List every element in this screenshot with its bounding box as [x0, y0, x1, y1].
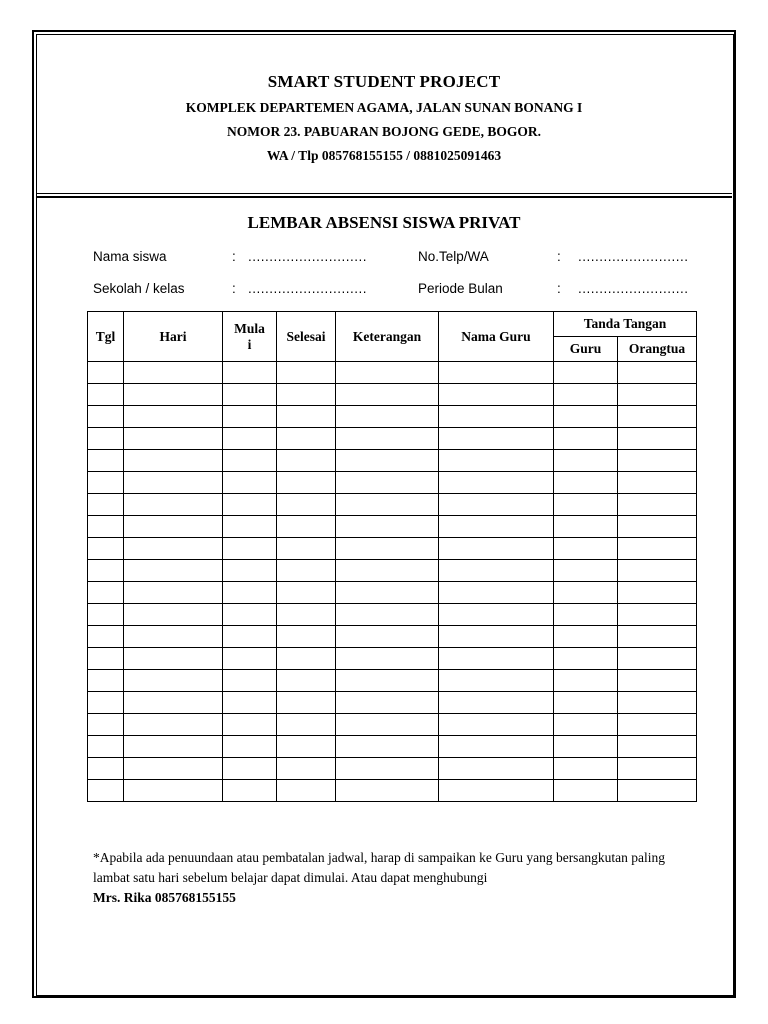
cell-hari[interactable] — [124, 780, 223, 802]
cell-nama-guru[interactable] — [439, 692, 554, 714]
cell-tgl[interactable] — [88, 736, 124, 758]
cell-hari[interactable] — [124, 516, 223, 538]
table-row — [88, 406, 697, 428]
cell-ttd-orangtua[interactable] — [618, 450, 697, 472]
table-row — [88, 428, 697, 450]
cell-selesai[interactable] — [277, 428, 336, 450]
cell-ttd-orangtua[interactable] — [618, 362, 697, 384]
cell-ttd-guru[interactable] — [554, 780, 618, 802]
cell-selesai[interactable] — [277, 670, 336, 692]
cell-hari[interactable] — [124, 736, 223, 758]
cell-ttd-guru[interactable] — [554, 450, 618, 472]
student-name-label: Nama siswa — [93, 249, 167, 264]
cell-hari[interactable] — [124, 494, 223, 516]
cell-hari[interactable] — [124, 450, 223, 472]
cell-nama-guru[interactable] — [439, 538, 554, 560]
cell-ttd-orangtua[interactable] — [618, 714, 697, 736]
cell-keterangan[interactable] — [336, 648, 439, 670]
header-tgl: Tgl — [88, 312, 124, 362]
address-line-1: KOMPLEK DEPARTEMEN AGAMA, JALAN SUNAN BONANG I — [185, 100, 583, 115]
student-name-colon: : — [232, 249, 236, 264]
cell-keterangan[interactable] — [336, 406, 439, 428]
cell-tgl[interactable] — [88, 670, 124, 692]
cell-keterangan[interactable] — [336, 472, 439, 494]
cell-tgl[interactable] — [88, 560, 124, 582]
cell-ttd-orangtua[interactable] — [618, 472, 697, 494]
cell-nama-guru[interactable] — [439, 626, 554, 648]
cell-keterangan[interactable] — [336, 428, 439, 450]
cell-nama-guru[interactable] — [439, 714, 554, 736]
cell-selesai[interactable] — [277, 780, 336, 802]
table-row — [88, 780, 697, 802]
cell-selesai[interactable] — [277, 604, 336, 626]
table-row — [88, 516, 697, 538]
cell-keterangan[interactable] — [336, 626, 439, 648]
cell-selesai[interactable] — [277, 516, 336, 538]
header-nama-guru: Nama Guru — [439, 312, 554, 362]
student-name-field[interactable]: ............................ — [248, 249, 368, 264]
table-row — [88, 384, 697, 406]
cell-keterangan[interactable] — [336, 450, 439, 472]
cell-mulai[interactable] — [223, 692, 277, 714]
cell-mulai[interactable] — [223, 516, 277, 538]
cell-keterangan[interactable] — [336, 384, 439, 406]
cell-hari[interactable] — [124, 538, 223, 560]
cell-ttd-orangtua[interactable] — [618, 516, 697, 538]
cell-ttd-guru[interactable] — [554, 626, 618, 648]
cell-tgl[interactable] — [88, 780, 124, 802]
cell-keterangan[interactable] — [336, 604, 439, 626]
cell-keterangan[interactable] — [336, 670, 439, 692]
period-field[interactable]: .......................... — [578, 281, 689, 296]
cell-ttd-orangtua[interactable] — [618, 758, 697, 780]
cell-ttd-guru[interactable] — [554, 582, 618, 604]
header-orangtua: Orangtua — [618, 337, 697, 362]
cell-mulai[interactable] — [223, 648, 277, 670]
cell-ttd-guru[interactable] — [554, 604, 618, 626]
table-row — [88, 450, 697, 472]
table-row — [88, 714, 697, 736]
cell-nama-guru[interactable] — [439, 384, 554, 406]
cell-ttd-guru[interactable] — [554, 406, 618, 428]
cell-ttd-guru[interactable] — [554, 736, 618, 758]
cell-keterangan[interactable] — [336, 560, 439, 582]
table-row — [88, 648, 697, 670]
cell-tgl[interactable] — [88, 692, 124, 714]
cell-nama-guru[interactable] — [439, 472, 554, 494]
cell-hari[interactable] — [124, 626, 223, 648]
cell-nama-guru[interactable] — [439, 648, 554, 670]
cell-ttd-guru[interactable] — [554, 538, 618, 560]
letterhead — [36, 60, 732, 164]
header-guru: Guru — [554, 337, 618, 362]
phone-field[interactable]: .......................... — [578, 249, 689, 264]
cell-hari[interactable] — [124, 428, 223, 450]
period-colon: : — [557, 281, 561, 296]
school-class-field[interactable]: ............................ — [248, 281, 368, 296]
cell-keterangan[interactable] — [336, 582, 439, 604]
period-label: Periode Bulan — [418, 281, 503, 296]
cell-ttd-orangtua[interactable] — [618, 428, 697, 450]
cell-ttd-guru[interactable] — [554, 670, 618, 692]
header-selesai: Selesai — [277, 312, 336, 362]
cell-ttd-guru[interactable] — [554, 362, 618, 384]
cell-selesai[interactable] — [277, 384, 336, 406]
cell-nama-guru[interactable] — [439, 758, 554, 780]
cell-tgl[interactable] — [88, 758, 124, 780]
cell-ttd-guru[interactable] — [554, 428, 618, 450]
header-mulai — [223, 312, 277, 362]
table-row — [88, 494, 697, 516]
cell-nama-guru[interactable] — [439, 780, 554, 802]
cell-ttd-guru[interactable] — [554, 472, 618, 494]
table-row — [88, 670, 697, 692]
cell-nama-guru[interactable] — [439, 604, 554, 626]
cell-tgl[interactable] — [88, 648, 124, 670]
table-row — [88, 582, 697, 604]
cell-hari[interactable] — [124, 560, 223, 582]
table-row — [88, 692, 697, 714]
cell-hari[interactable] — [124, 604, 223, 626]
table-row — [88, 538, 697, 560]
note-text: *Apabila ada penuundaan atau pembatalan jadwal, harap di sampaikan ke Guru yang bersangkutan paling lambat satu hari sebelum belajar dapat dimulai. Atau dapat menghubungi — [93, 850, 666, 885]
cell-tgl[interactable] — [88, 472, 124, 494]
cell-mulai[interactable] — [223, 406, 277, 428]
table-row — [88, 362, 697, 384]
cell-keterangan[interactable] — [336, 516, 439, 538]
table-row — [88, 736, 697, 758]
table-row — [88, 626, 697, 648]
cell-ttd-orangtua[interactable] — [618, 406, 697, 428]
cell-mulai[interactable] — [223, 780, 277, 802]
cell-mulai[interactable] — [223, 582, 277, 604]
cell-ttd-guru[interactable] — [554, 714, 618, 736]
header-divider-thick — [36, 196, 732, 198]
cell-tgl[interactable] — [88, 538, 124, 560]
cell-hari[interactable] — [124, 648, 223, 670]
cell-hari[interactable] — [124, 714, 223, 736]
cell-tgl[interactable] — [88, 450, 124, 472]
cell-selesai[interactable] — [277, 582, 336, 604]
cell-mulai[interactable] — [223, 472, 277, 494]
form-title: LEMBAR ABSENSI SISWA PRIVAT — [247, 213, 521, 232]
cell-selesai[interactable] — [277, 648, 336, 670]
school-class-label: Sekolah / kelas — [93, 281, 185, 296]
cell-mulai[interactable] — [223, 758, 277, 780]
cell-ttd-orangtua[interactable] — [618, 538, 697, 560]
cell-mulai[interactable] — [223, 714, 277, 736]
cell-selesai[interactable] — [277, 472, 336, 494]
cell-nama-guru[interactable] — [439, 406, 554, 428]
cell-nama-guru[interactable] — [439, 582, 554, 604]
cell-tgl[interactable] — [88, 494, 124, 516]
cell-nama-guru[interactable] — [439, 450, 554, 472]
cell-tgl[interactable] — [88, 428, 124, 450]
cell-tgl[interactable] — [88, 604, 124, 626]
cell-ttd-orangtua[interactable] — [618, 692, 697, 714]
address-line-2: NOMOR 23. PABUARAN BOJONG GEDE, BOGOR. — [226, 124, 541, 139]
cell-ttd-guru[interactable] — [554, 384, 618, 406]
cell-ttd-orangtua[interactable] — [618, 494, 697, 516]
cell-mulai[interactable] — [223, 736, 277, 758]
cell-tgl[interactable] — [88, 582, 124, 604]
table-row — [88, 604, 697, 626]
organization-name: SMART STUDENT PROJECT — [267, 72, 501, 91]
cell-selesai[interactable] — [277, 692, 336, 714]
cell-selesai[interactable] — [277, 362, 336, 384]
cell-mulai[interactable] — [223, 538, 277, 560]
cell-mulai[interactable] — [223, 384, 277, 406]
cell-selesai[interactable] — [277, 538, 336, 560]
header-divider — [36, 193, 732, 194]
cell-hari[interactable] — [124, 472, 223, 494]
cell-nama-guru[interactable] — [439, 516, 554, 538]
cell-mulai[interactable] — [223, 428, 277, 450]
cell-ttd-orangtua[interactable] — [618, 604, 697, 626]
cell-mulai[interactable] — [223, 362, 277, 384]
attendance-rows — [88, 362, 697, 802]
cell-hari[interactable] — [124, 670, 223, 692]
cell-nama-guru[interactable] — [439, 670, 554, 692]
cell-hari[interactable] — [124, 758, 223, 780]
cell-mulai[interactable] — [223, 560, 277, 582]
phone-colon: : — [557, 249, 561, 264]
cell-keterangan[interactable] — [336, 714, 439, 736]
cell-ttd-orangtua[interactable] — [618, 780, 697, 802]
cell-ttd-guru[interactable] — [554, 648, 618, 670]
header-mulai-line-2: i — [247, 336, 252, 352]
cell-nama-guru[interactable] — [439, 560, 554, 582]
cell-ttd-guru[interactable] — [554, 692, 618, 714]
cell-ttd-orangtua[interactable] — [618, 560, 697, 582]
cell-hari[interactable] — [124, 362, 223, 384]
cell-ttd-orangtua[interactable] — [618, 384, 697, 406]
cell-nama-guru[interactable] — [439, 494, 554, 516]
table-row — [88, 472, 697, 494]
cell-tgl[interactable] — [88, 516, 124, 538]
cell-keterangan[interactable] — [336, 494, 439, 516]
table-row — [88, 560, 697, 582]
phone-label: No.Telp/WA — [418, 249, 489, 264]
header-hari: Hari — [124, 312, 223, 362]
cell-selesai[interactable] — [277, 758, 336, 780]
cell-nama-guru[interactable] — [439, 428, 554, 450]
cell-selesai[interactable] — [277, 406, 336, 428]
cell-tgl[interactable] — [88, 406, 124, 428]
cell-tgl[interactable] — [88, 384, 124, 406]
cell-mulai[interactable] — [223, 626, 277, 648]
cell-keterangan[interactable] — [336, 780, 439, 802]
cell-ttd-orangtua[interactable] — [618, 582, 697, 604]
cell-tgl[interactable] — [88, 714, 124, 736]
cell-hari[interactable] — [124, 692, 223, 714]
cell-nama-guru[interactable] — [439, 362, 554, 384]
cell-mulai[interactable] — [223, 494, 277, 516]
cell-ttd-guru[interactable] — [554, 560, 618, 582]
cell-selesai[interactable] — [277, 626, 336, 648]
cell-ttd-orangtua[interactable] — [618, 648, 697, 670]
cell-keterangan[interactable] — [336, 736, 439, 758]
cell-ttd-orangtua[interactable] — [618, 736, 697, 758]
cell-hari[interactable] — [124, 384, 223, 406]
cell-tgl[interactable] — [88, 362, 124, 384]
table-row — [88, 758, 697, 780]
contact-line: WA / Tlp 085768155155 / 0881025091463 — [266, 148, 502, 163]
cell-hari[interactable] — [124, 582, 223, 604]
cell-selesai[interactable] — [277, 494, 336, 516]
footer-note — [93, 848, 703, 908]
school-class-colon: : — [232, 281, 236, 296]
cell-keterangan[interactable] — [336, 758, 439, 780]
cell-nama-guru[interactable] — [439, 736, 554, 758]
cell-ttd-guru[interactable] — [554, 494, 618, 516]
cell-selesai[interactable] — [277, 736, 336, 758]
cell-keterangan[interactable] — [336, 692, 439, 714]
cell-ttd-guru[interactable] — [554, 758, 618, 780]
cell-ttd-guru[interactable] — [554, 516, 618, 538]
cell-tgl[interactable] — [88, 626, 124, 648]
attendance-table — [87, 311, 697, 802]
cell-selesai[interactable] — [277, 450, 336, 472]
cell-selesai[interactable] — [277, 560, 336, 582]
header-keterangan: Keterangan — [336, 312, 439, 362]
cell-keterangan[interactable] — [336, 538, 439, 560]
header-tanda-tangan: Tanda Tangan — [554, 312, 697, 337]
note-contact: Mrs. Rika 085768155155 — [93, 890, 236, 905]
cell-mulai[interactable] — [223, 450, 277, 472]
cell-mulai[interactable] — [223, 670, 277, 692]
cell-ttd-orangtua[interactable] — [618, 670, 697, 692]
cell-ttd-orangtua[interactable] — [618, 626, 697, 648]
cell-selesai[interactable] — [277, 714, 336, 736]
cell-mulai[interactable] — [223, 604, 277, 626]
cell-hari[interactable] — [124, 406, 223, 428]
cell-keterangan[interactable] — [336, 362, 439, 384]
header-mulai-line-1: Mula — [234, 320, 265, 336]
